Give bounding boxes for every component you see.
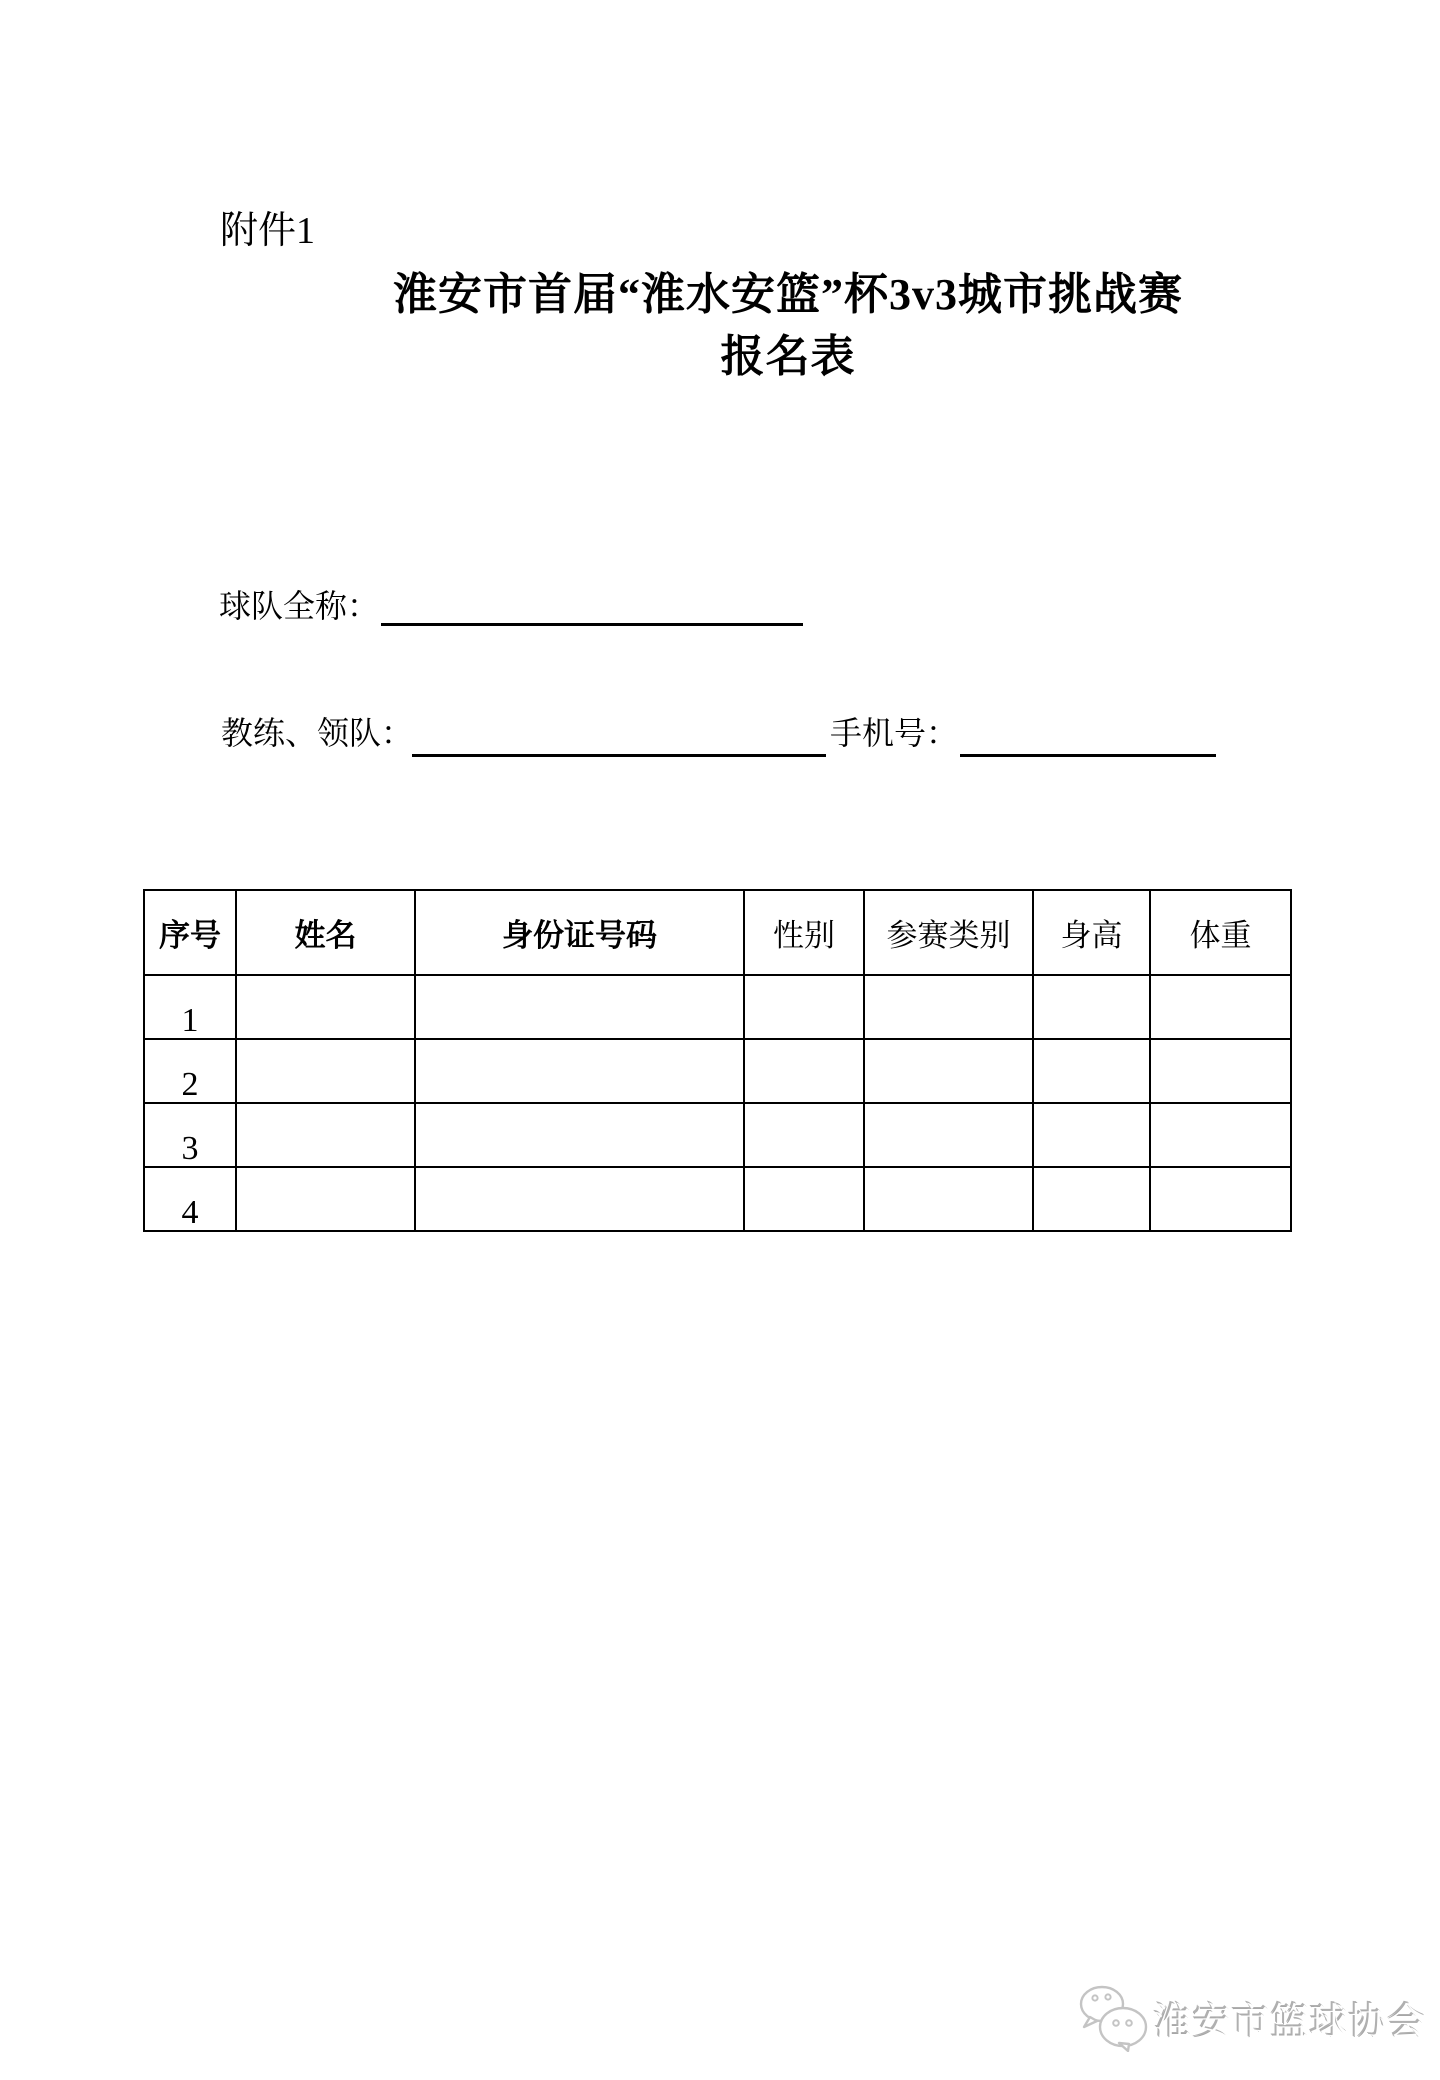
header-category: 参赛类别 [864,890,1033,975]
roster-table [143,889,1292,1232]
cell-category[interactable] [864,1103,1033,1167]
team-name-label: 球队全称： [219,588,380,624]
cell-height[interactable] [1033,1039,1150,1103]
cell-gender[interactable] [744,975,864,1039]
cell-height[interactable] [1033,1167,1150,1231]
table-row [144,1039,1291,1103]
row-number: 1 [144,975,236,1039]
wechat-watermark [1078,1984,1427,2052]
cell-weight[interactable] [1150,1103,1291,1167]
cell-gender[interactable] [744,1039,864,1103]
table-row [144,975,1291,1039]
cell-category[interactable] [864,1039,1033,1103]
cell-gender[interactable] [744,1103,864,1167]
header-name: 姓名 [236,890,415,975]
header-height: 身高 [1033,890,1150,975]
table-header-row [144,890,1291,975]
attachment-label: 附件1 [220,210,316,252]
row-number: 2 [144,1039,236,1103]
cell-name[interactable] [236,1039,415,1103]
table-row [144,1103,1291,1167]
cell-weight[interactable] [1150,975,1291,1039]
cell-name[interactable] [236,975,415,1039]
coach-leader-field[interactable] [412,727,826,757]
watermark-text: 淮安市篮球协会 [1154,2001,1428,2044]
table-row [144,1167,1291,1231]
cell-id-number[interactable] [415,975,744,1039]
header-gender: 性别 [744,890,864,975]
cell-name[interactable] [236,1167,415,1231]
cell-height[interactable] [1033,1103,1150,1167]
header-id-number: 身份证号码 [415,890,744,975]
row-number: 4 [144,1167,236,1231]
phone-label: 手机号： [830,715,959,751]
page-title-line1: 淮安市首届“淮水安篮”杯3v3城市挑战赛 [393,270,1183,319]
page-title-line2: 报名表 [720,332,856,381]
coach-leader-label: 教练、领队： [221,715,414,751]
cell-category[interactable] [864,975,1033,1039]
team-name-field[interactable] [381,596,803,626]
cell-gender[interactable] [744,1167,864,1231]
page-title [136,264,1440,388]
cell-category[interactable] [864,1167,1033,1231]
row-number: 3 [144,1103,236,1167]
phone-field[interactable] [960,727,1216,757]
cell-id-number[interactable] [415,1039,744,1103]
cell-weight[interactable] [1150,1039,1291,1103]
cell-name[interactable] [236,1103,415,1167]
cell-weight[interactable] [1150,1167,1291,1231]
cell-height[interactable] [1033,975,1150,1039]
header-weight: 体重 [1150,890,1291,975]
header-serial-number: 序号 [144,890,236,975]
cell-id-number[interactable] [415,1167,744,1231]
cell-id-number[interactable] [415,1103,744,1167]
wechat-icon [1078,1984,1148,2052]
